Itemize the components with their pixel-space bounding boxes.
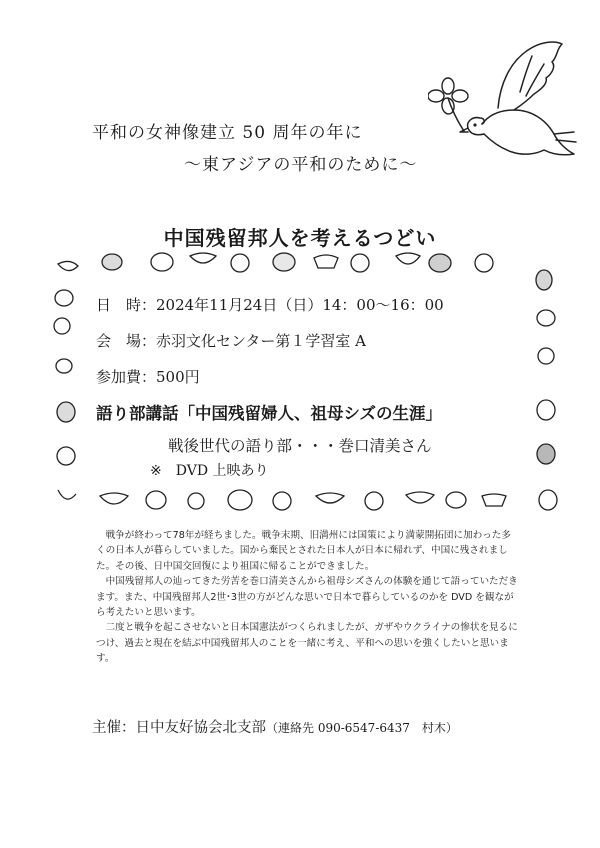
subtitle-line1: 平和の女神像建立 50 周年の年に [92,123,363,143]
right-border-column [536,270,557,510]
body-paragraph-3: 二度と戦争を起こさせないと日本国憲法がつくられましたが、ガザやウクライナの惨状を見るにつけ、過去と現在を結ぶ中国残留邦人のことを一緒に考え、平和への思いを強くしたいと思います。 [96,622,518,665]
body-paragraph-1: 戦争が終わって78年が経ちました。戦争末期、旧満州には国策により満蒙開拓団に加わった多くの日本人が暮らしていました。国から棄民とされた日本人が日本に帰れず、中国に残されました。その後、日中国交回復により祖国に帰ることができました。 [96,530,511,572]
event-date: 日 時：2024年11月24日（日）14：00～16：00 [96,296,444,314]
dvd-note: ※ DVD 上映あり [150,463,269,479]
event-speaker: 戦後世代の語り部・・・巻口清美さん [168,437,432,455]
bottom-border-row [100,490,506,510]
subtitle-line2: ～東アジアの平和のために～ [184,155,418,175]
page-title: 中国残留邦人を考えるつどい [163,226,437,250]
body-paragraph-2: 中国残留邦人の辿ってきた労苦を巻口清美さんから祖母シズさんの体験を通じて語っていただきます。また、中国残留邦人2世･3世の方がどんな思いで日本で暮らしているのかを DVD を観ながら考えたいと思います。 [96,576,518,619]
event-fee: 参加費：500円 [96,368,200,386]
organizer-contact: （連絡先 090-6547-6437 村木） [266,721,458,735]
organizer [92,716,458,737]
event-lecture: 語り部講話「中国残留婦人、祖母シズの生涯」 [96,404,443,423]
top-border-row [102,253,493,272]
body-text [96,528,520,667]
event-venue: 会 場：赤羽文化センター第１学習室 A [96,332,367,350]
left-border-column [54,261,78,499]
organizer-name: 主催：日中友好協会北支部 [92,720,266,736]
